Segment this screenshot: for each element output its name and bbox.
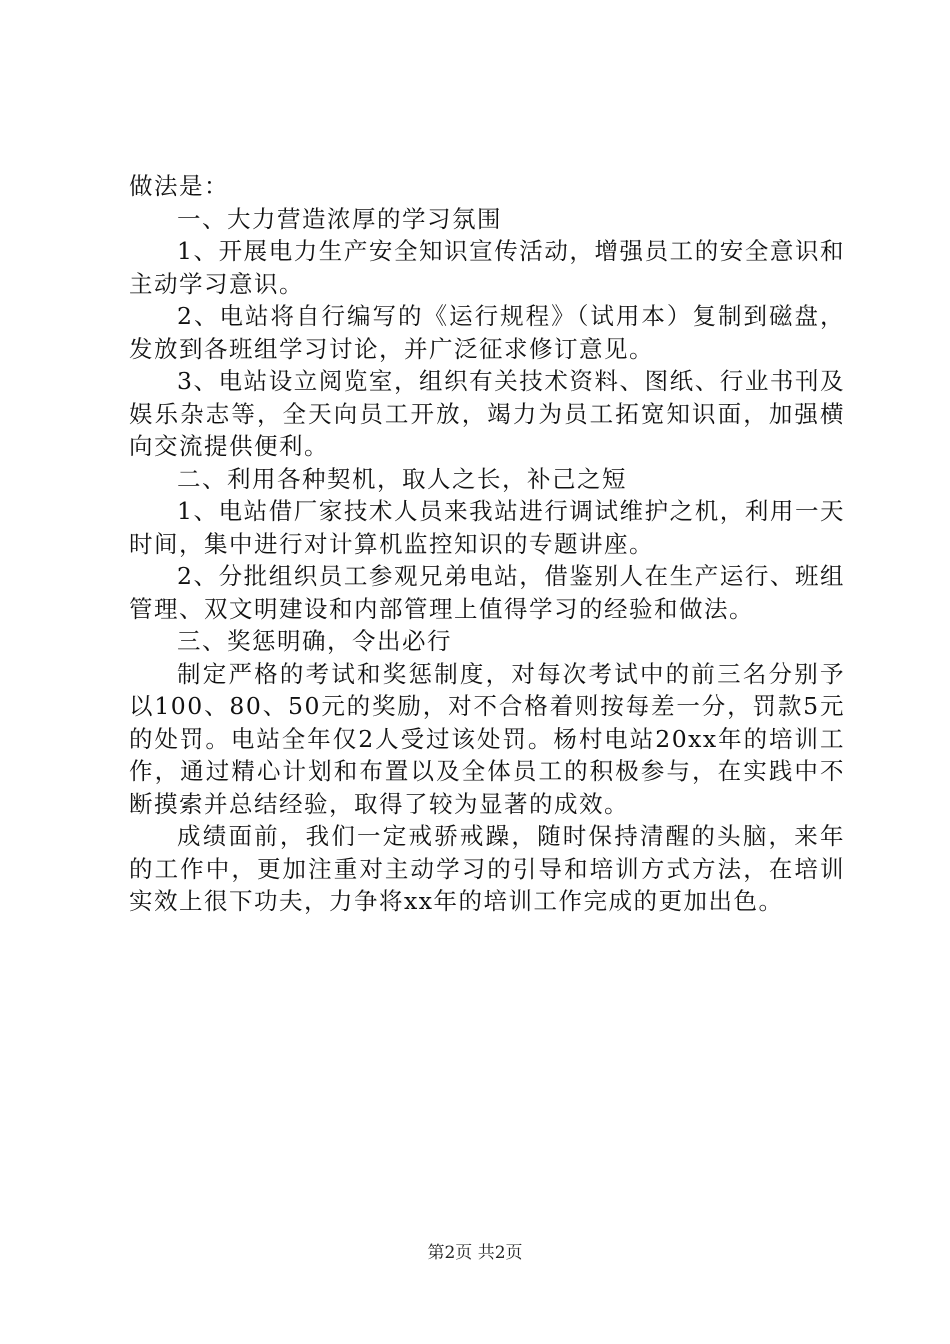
page-footer	[0, 1242, 950, 1264]
paragraph-3-1: 制定严格的考试和奖惩制度，对每次考试中的前三名分别予以100、80、50元的奖励，对不合格着则按每差一分，罚款5元的处罚。电站全年仅2人受过该处罚。杨村电站20xx年的培训工作，通过精心计划和布置以及全体员工的积极参与，在实践中不断摸索并总结经验，取得了较为显著的成效。	[129, 659, 845, 818]
page-number: 第2页 共2页	[427, 1243, 523, 1263]
paragraph-2-1: 1、电站借厂家技术人员来我站进行调试维护之机，利用一天时间，集中进行对计算机监控知识的专题讲座。	[129, 497, 845, 558]
paragraph-2-2: 2、分批组织员工参观兄弟电站，借鉴别人在生产运行、班组管理、双文明建设和内部管理上值得学习的经验和做法。	[129, 562, 845, 623]
section-heading-1: 一、大力营造浓厚的学习氛围	[177, 204, 502, 233]
paragraph-conclusion: 成绩面前，我们一定戒骄戒躁，随时保持清醒的头脑，来年的工作中，更加注重对主动学习的引导和培训方式方法，在培训实效上很下功夫，力争将xx年的培训工作完成的更加出色。	[129, 822, 845, 915]
section-heading-2: 二、利用各种契机，取人之长，补己之短	[177, 464, 627, 493]
document-body	[129, 170, 845, 918]
paragraph-1-2: 2、电站将自行编写的《运行规程》（试用本）复制到磁盘，发放到各班组学习讨论，并广泛征求修订意见。	[129, 302, 845, 363]
section-heading-3: 三、奖惩明确，令出必行	[177, 627, 452, 655]
paragraph-1-3: 3、电站设立阅览室，组织有关技术资料、图纸、行业书刊及娱乐杂志等，全天向员工开放，竭力为员工拓宽知识面，加强横向交流提供便利。	[129, 367, 845, 460]
paragraph-1-1: 1、开展电力生产安全知识宣传活动，增强员工的安全意识和主动学习意识。	[129, 237, 845, 298]
paragraph-intro: 做法是：	[129, 172, 229, 200]
